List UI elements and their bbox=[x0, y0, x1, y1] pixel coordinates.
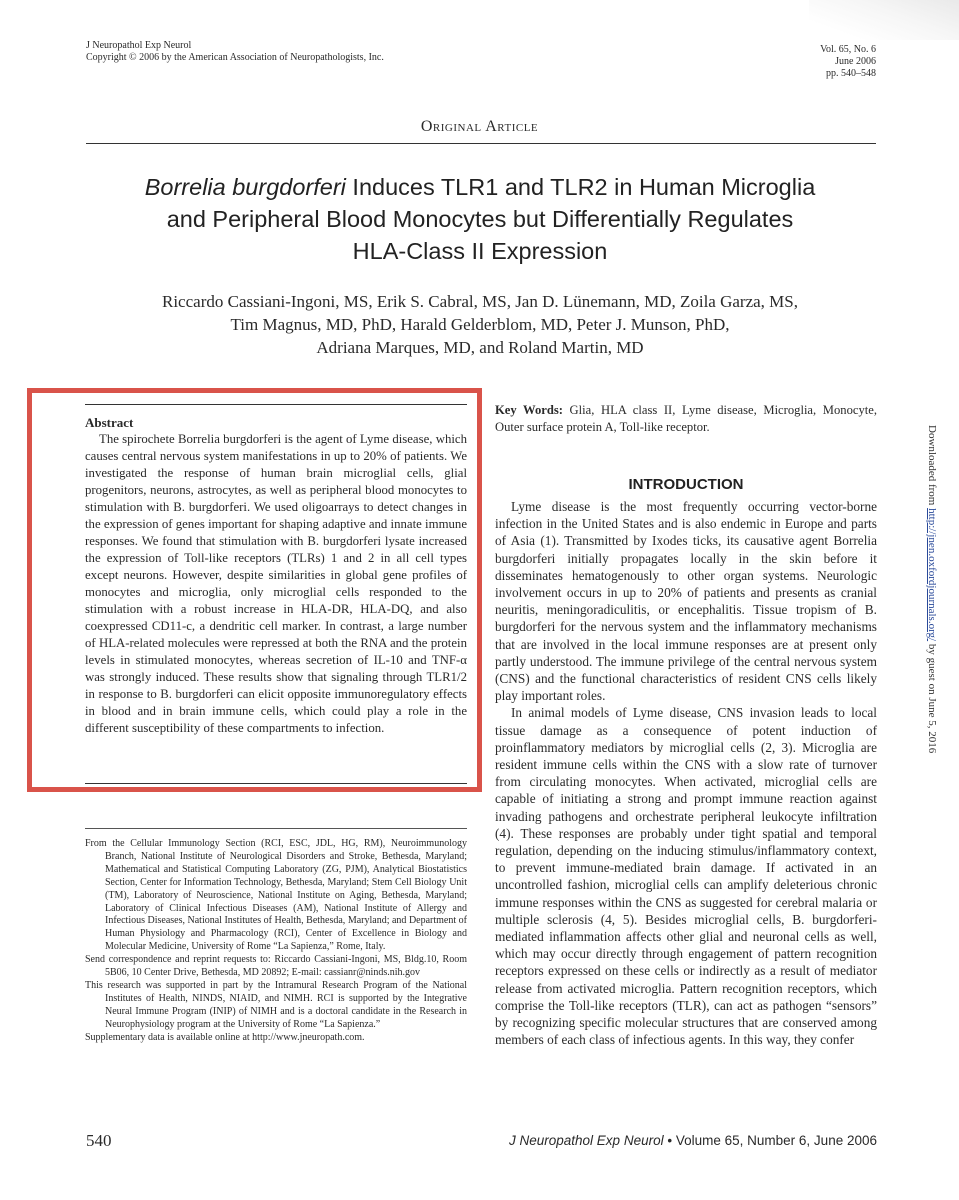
abstract bbox=[85, 414, 467, 737]
volume-issue: Vol. 65, No. 6 bbox=[820, 44, 876, 55]
title-organism: Borrelia burgdorferi bbox=[144, 174, 346, 200]
introduction-paragraph-1: Lyme disease is the most frequently occurring vector-borne infection in the United States and is also endemic in Europe and parts of Asia (1). Transmitted by Ixodes ticks, its causative agent Borrelia burgdorferi initially propagates locally in the skin before it disseminates hematogenously to other organ systems. Neurologic involvement occurs in up to 20% of patients and presents as cranial neuritis, meningoradiculitis, or encephalitis. Tissue tropism of B. burgdorferi for the nervous system and the inflammatory mechanisms that are involved in the local immune responses are at present only partly understood. The immune privilege of the central nervous system (CNS) and the functional characteristics of resident CNS cells likely play important roles. bbox=[495, 499, 877, 704]
issue-date: June 2006 bbox=[835, 56, 876, 67]
running-header-right bbox=[820, 44, 876, 80]
section-rule bbox=[86, 143, 876, 144]
running-footer bbox=[509, 1133, 877, 1148]
title-line-3: HLA-Class II Expression bbox=[352, 238, 608, 264]
abstract-heading: Abstract bbox=[85, 415, 134, 430]
authors-line-2: Tim Magnus, MD, PhD, Harald Gelderblom, MD, Peter J. Munson, PhD, bbox=[230, 315, 730, 334]
authors-line-3: Adriana Marques, MD, and Roland Martin, MD bbox=[316, 338, 644, 357]
authors-line-1: Riccardo Cassiani-Ingoni, MS, Erik S. Cabral, MS, Jan D. Lünemann, MD, Zoila Garza, MS, bbox=[162, 292, 798, 311]
introduction-heading: INTRODUCTION bbox=[628, 476, 744, 493]
journal-short-name: J Neuropathol Exp Neurol bbox=[86, 40, 192, 51]
page-number: 540 bbox=[86, 1131, 112, 1150]
title-line-2: and Peripheral Blood Monocytes but Differentially Regulates bbox=[166, 206, 794, 232]
abstract-bottom-rule bbox=[85, 783, 467, 784]
correspondence-note: Send correspondence and reprint requests to: Riccardo Cassiani-Ingoni, MS, Bldg.10, Room 5B06, 10 Center Drive, Bethesda, MD 20892; E-mail: cassianr@ninds.nih.gov bbox=[85, 954, 467, 979]
footnotes bbox=[85, 838, 467, 1045]
keywords-label: Key Words: bbox=[495, 403, 563, 417]
section-label: Original Article bbox=[420, 118, 539, 135]
keywords-text: Glia, HLA class II, Lyme disease, Microglia, Monocyte, Outer surface protein A, Toll-like receptor. bbox=[495, 403, 877, 434]
footnote-rule bbox=[85, 828, 467, 829]
abstract-text: The spirochete Borrelia burgdorferi is the agent of Lyme disease, which causes central nervous system manifestations in up to 20% of patients. We investigated the response of human brain microglial cells, glial progenitors, neurons, astrocytes, as well as peripheral blood monocytes to stimulation with B. burgdorferi. We used oligoarrays to detect changes in the expression of genes important for shaping adaptive and innate immune responses. We found that stimulation with B. burgdorferi lysate increased the expression of Toll-like receptors (TLRs) 1 and 2 in all cell types except neurons. However, despite similarities in global gene profiles of monocytes and microglia, only microglial cells responded to the stimulation with a robust increase in HLA-DR, HLA-DQ, and also coexpressed CD11-c, a dendritic cell marker. In contrast, a large number of HLA-related molecules were repressed at both the RNA and the protein levels in stimulated monocytes, whereas secretion of IL-10 and TNF-α was strongly induced. These results show that signaling through TLR1/2 in response to B. burgdorferi can elicit opposite immunoregulatory effects in blood and in brain immune cells, which could play a role in the different susceptibility of these compartments to infection. bbox=[85, 432, 467, 735]
funding-note: This research was supported in part by the Intramural Research Program of the National Institutes of Health, NINDS, NIAID, and NIMH. RCI is supported by the Integrative Neural Immune Program (INIP) of NIMH and is a doctoral candidate in the Research in Neurophysiology program at the University of Rome “La Sapienza.” bbox=[85, 979, 467, 1030]
abstract-top-rule bbox=[85, 404, 467, 405]
copyright-line: Copyright © 2006 by the American Association of Neuropathologists, Inc. bbox=[86, 52, 384, 63]
footer-bullet: • bbox=[667, 1133, 673, 1148]
footer-issue: Volume 65, Number 6, June 2006 bbox=[675, 1133, 877, 1148]
running-header-left bbox=[86, 40, 384, 64]
journal-link[interactable]: http://jnen.oxfordjournals.org/ bbox=[926, 508, 938, 642]
title-line-1: Borrelia burgdorferi Induces TLR1 and TLR2 in Human Microglia bbox=[144, 174, 816, 200]
footer-journal-name: J Neuropathol Exp Neurol bbox=[509, 1133, 664, 1148]
author-list bbox=[60, 290, 900, 359]
supplementary-note: Supplementary data is available online at http://www.jneuropath.com. bbox=[85, 1031, 365, 1043]
download-watermark: Downloaded from http://jnen.oxfordjournals.org/ by guest on June 5, 2016 bbox=[926, 425, 938, 754]
page-range: pp. 540–548 bbox=[826, 68, 876, 79]
page-corner-shadow bbox=[809, 0, 959, 40]
keywords bbox=[495, 402, 877, 436]
introduction-paragraph-2: In animal models of Lyme disease, CNS invasion leads to local tissue damage as a consequence of potent induction of proinflammatory mediators by microglial cells (2, 3). Microglia are resident immune cells within the CNS with a slow rate of turnover from circulating monocytes. When activated, microglial cells are capable of initiating a strong and prompt immune reaction against invading pathogens and orchestrate peripheral leukocyte infiltration (4). These responses are probably under tight spatial and temporal regulation, depending on the inducing stimulus/inflammatory context, to prevent immune-mediated brain damage. If activated in an uncontrolled fashion, microglial cells can amplify deleterious chronic immune responses within the CNS as suggested for cerebral malaria or multiple sclerosis (4, 5). Besides microglial cells, B. burgdorferi-mediated inflammation affects other glial and neuronal cells as well, which may occur directly through engagement of pattern recognition receptors expressed on these cells or indirectly as a result of mediator release from activated microglia. Pattern recognition receptors, which comprise the Toll-like receptors (TLR), can act as pathogen “sensors” by recognizing specific molecular structures that are conserved among members of each class of infectious agents. In this way, they confer bbox=[495, 705, 877, 1048]
introduction-body bbox=[495, 498, 877, 1049]
affiliations-note: From the Cellular Immunology Section (RCI, ESC, JDL, HG, RM), Neuroimmunology Branch, National Institute of Neurological Disorders and Stroke, Bethesda, Maryland; Mathematical and Statistical Computing Laboratory (ZG, PJM), Analytical Biostatistics Section, Center for Information Technology, Bethesda, Maryland; Stem Cell Biology Unit (TM), Laboratory of Neuroscience, National Institute on Aging, Bethesda, Maryland; Laboratory of Clinical Infectious Diseases (AM), National Institute of Allergy and Infectious Diseases, National Institutes of Health, Bethesda, Maryland; and Department of Human Physiology and Pharmacology (RCI), Center of Excellence in Biology and Molecular Medicine, University of Rome “La Sapienza,” Rome, Italy. bbox=[85, 838, 467, 953]
article-title bbox=[60, 171, 900, 267]
